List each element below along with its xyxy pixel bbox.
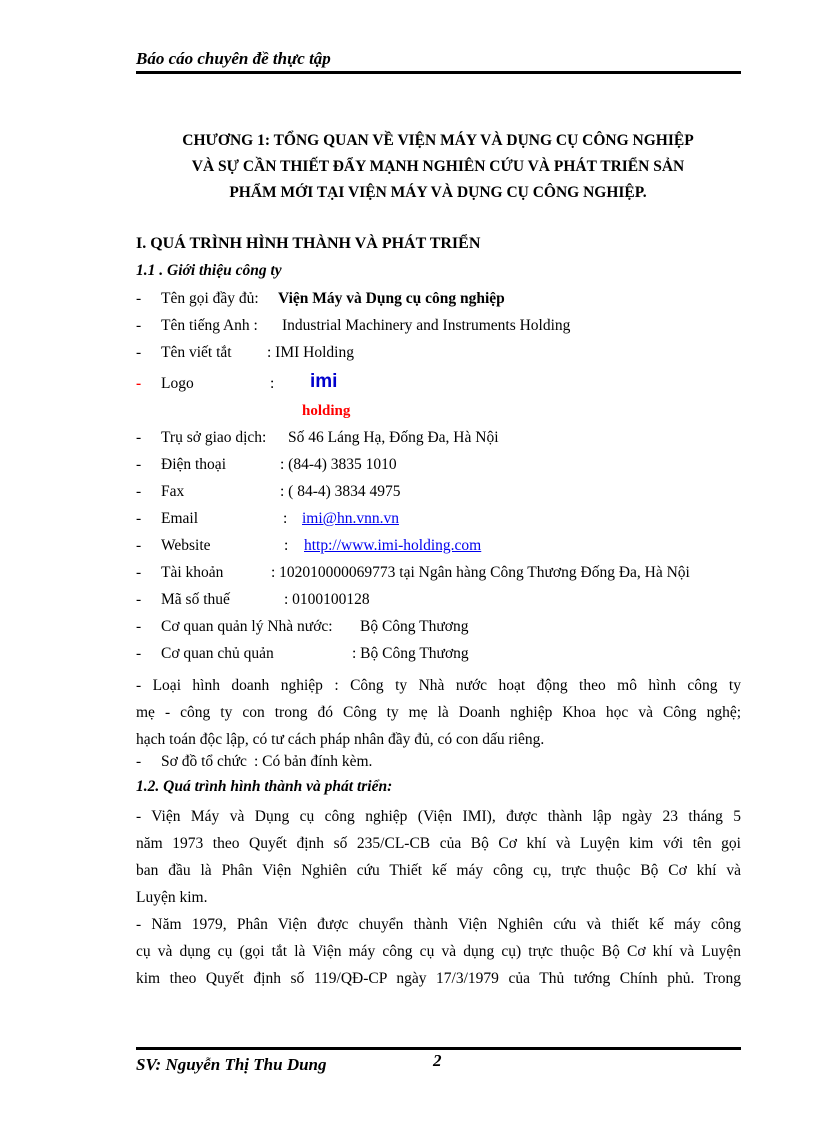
history-paragraph-1 <box>136 803 741 911</box>
info-value: Số 46 Láng Hạ, Đống Đa, Hà Nội <box>288 429 499 446</box>
paragraph-line: cụ và dụng cụ (gọi tắt là Viện máy công cụ và dụng cụ) trực thuộc Bộ Cơ khí và Luyện <box>136 943 741 960</box>
website-link[interactable]: http://www.imi-holding.com <box>304 537 482 554</box>
info-value: : 0100100128 <box>284 591 370 608</box>
info-value: : IMI Holding <box>267 344 354 361</box>
bullet-dash: - <box>136 564 142 581</box>
imi-logo-text: imi <box>310 371 338 392</box>
info-colon: : <box>270 375 275 392</box>
info-label: Tên viết tắt <box>161 344 232 361</box>
imi-logo-subtext: holding <box>302 403 351 419</box>
subsection-heading: 1.2. Quá trình hình thành và phát triển: <box>136 778 393 795</box>
footer-rule <box>136 1047 741 1050</box>
bullet-dash: - <box>136 317 142 334</box>
bullet-dash: - <box>136 344 142 361</box>
info-label: Logo <box>161 375 194 392</box>
info-label: Fax <box>161 483 185 500</box>
chapter-title-line: VÀ SỰ CẦN THIẾT ĐẨY MẠNH NGHIÊN CỨU VÀ PHÁT TRIỂN SẢN <box>191 158 685 175</box>
info-label: Tài khoản <box>161 564 224 581</box>
info-label: Website <box>161 537 211 554</box>
info-value: : (84-4) 3835 1010 <box>280 456 397 473</box>
bullet-dash: - <box>136 483 142 500</box>
subsection-heading: 1.1 . Giới thiệu công ty <box>136 262 282 279</box>
info-label: Tên gọi đầy đủ: <box>161 290 259 307</box>
bullet-dash: - <box>136 753 142 770</box>
paragraph-line: mẹ - công ty con trong đó Công ty mẹ là Doanh nghiệp Khoa học và Công nghệ; <box>136 704 741 721</box>
bullet-dash: - <box>136 645 142 662</box>
info-label: Tên tiếng Anh : <box>161 317 258 334</box>
info-label: Sơ đồ tổ chức <box>161 753 247 770</box>
bullet-dash: - <box>136 510 142 527</box>
chapter-title <box>128 128 748 206</box>
bullet-dash: - <box>136 375 142 392</box>
info-value: : Bộ Công Thương <box>352 645 469 662</box>
bullet-dash: - <box>136 456 142 473</box>
paragraph-line: hạch toán độc lập, có tư cách pháp nhân đầy đủ, có con dấu riêng. <box>136 731 545 748</box>
info-label: Điện thoại <box>161 456 226 473</box>
info-label: Cơ quan quản lý Nhà nước: <box>161 618 333 635</box>
paragraph-line: - Loại hình doanh nghiệp : Công ty Nhà nước hoạt động theo mô hình công ty <box>136 677 741 694</box>
paragraph-line: - Năm 1979, Phân Viện được chuyển thành Viện Nghiên cứu và thiết kế máy công <box>136 916 741 933</box>
paragraph-line: ban đầu là Phân Viện Nghiên cứu Thiết kế máy công cụ, trực thuộc Bộ Cơ khí và <box>136 862 741 879</box>
bullet-dash: - <box>136 618 142 635</box>
paragraph-line: kim theo Quyết định số 119/QĐ-CP ngày 17/3/1979 của Thủ tướng Chính phủ. Trong <box>136 970 741 987</box>
company-name: Viện Máy và Dụng cụ công nghiệp <box>278 290 505 307</box>
info-value: : ( 84-4) 3834 4975 <box>280 483 401 500</box>
info-label: Email <box>161 510 199 527</box>
info-label: Mã số thuế <box>161 591 230 608</box>
info-colon: : <box>283 510 288 527</box>
bullet-dash: - <box>136 537 142 554</box>
info-value: Industrial Machinery and Instruments Holding <box>282 317 571 334</box>
info-value: : Có bản đính kèm. <box>254 753 373 770</box>
info-label: Cơ quan chủ quản <box>161 645 274 662</box>
info-value: : 102010000069773 tại Ngân hàng Công Thương Đống Đa, Hà Nội <box>271 564 690 581</box>
email-link[interactable]: imi@hn.vnn.vn <box>302 510 399 527</box>
header-title: Báo cáo chuyên đề thực tập <box>136 49 331 68</box>
section-heading: I. QUÁ TRÌNH HÌNH THÀNH VÀ PHÁT TRIỂN <box>136 235 481 252</box>
header-rule <box>136 71 741 74</box>
enterprise-type-paragraph <box>136 672 741 753</box>
paragraph-line: - Viện Máy và Dụng cụ công nghiệp (Viện IMI), được thành lập ngày 23 tháng 5 <box>136 808 741 825</box>
chapter-title-line: CHƯƠNG 1: TỔNG QUAN VỀ VIỆN MÁY VÀ DỤNG CỤ CÔNG NGHIỆP <box>182 132 694 149</box>
paragraph-line: năm 1973 theo Quyết định số 235/CL-CB của Bộ Cơ khí và Luyện kim với tên gọi <box>136 835 741 852</box>
info-label: Trụ sở giao dịch: <box>161 429 267 446</box>
page-number: 2 <box>433 1051 442 1070</box>
bullet-dash: - <box>136 429 142 446</box>
bullet-dash: - <box>136 591 142 608</box>
info-value: Bộ Công Thương <box>360 618 469 635</box>
info-colon: : <box>284 537 289 554</box>
footer-student-name: SV: Nguyễn Thị Thu Dung <box>136 1055 327 1074</box>
bullet-dash: - <box>136 290 142 307</box>
paragraph-line: Luyện kim. <box>136 889 208 906</box>
chapter-title-line: PHẨM MỚI TẠI VIỆN MÁY VÀ DỤNG CỤ CÔNG NGHIỆP. <box>229 184 647 201</box>
history-paragraph-2 <box>136 911 741 992</box>
